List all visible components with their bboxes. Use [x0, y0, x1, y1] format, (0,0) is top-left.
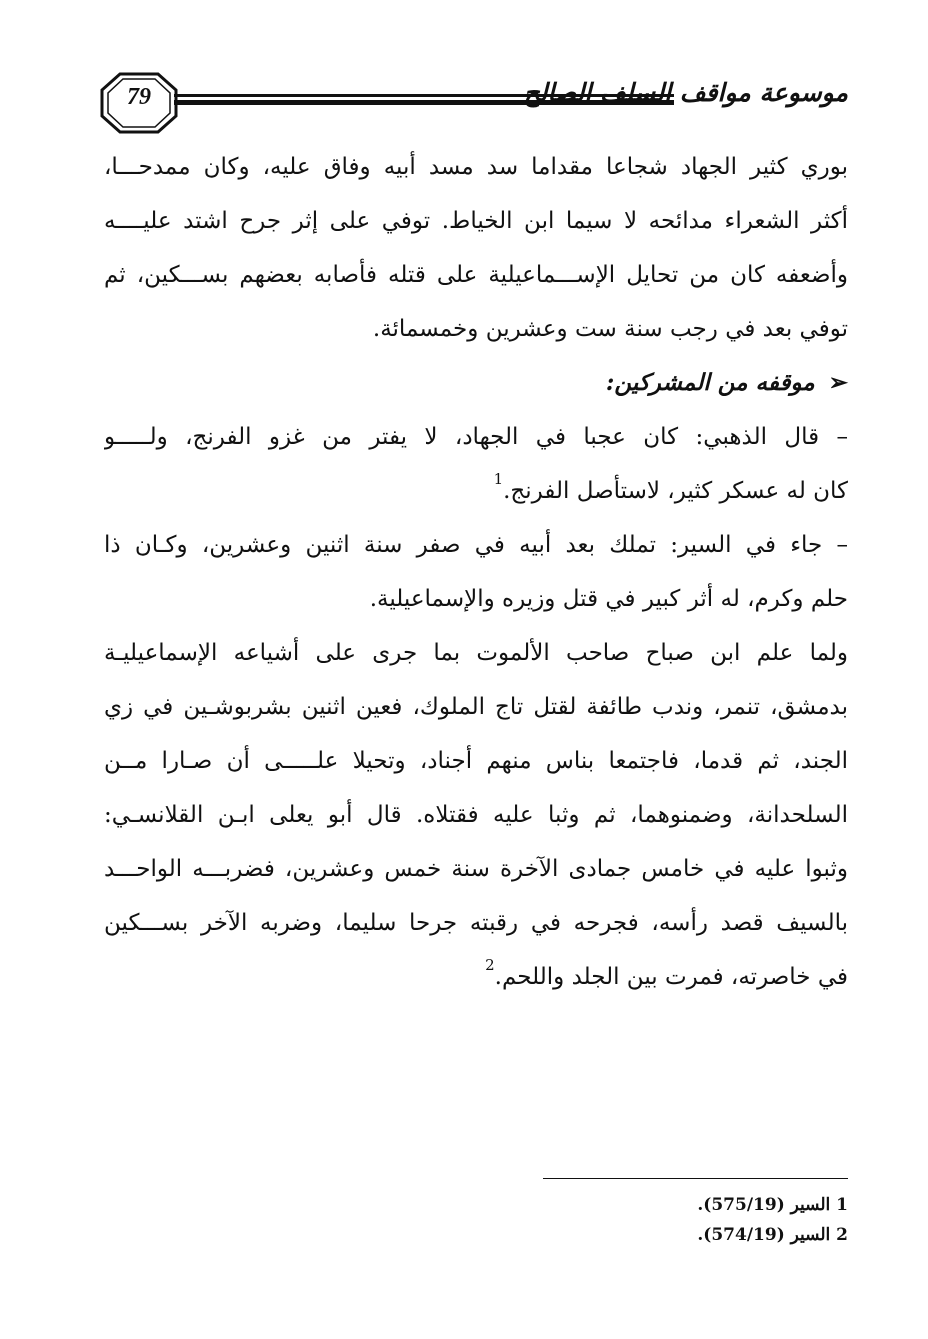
text-line: الجند، ثم قدما، فاجتمعا بناس منهم أجناد، وتحيلا علـــــى أن صـارا مــن — [104, 748, 848, 774]
text-line — [104, 950, 848, 1004]
text-line: بدمشق، تنمر، وندب طائفة لقتل تاج الملوك، فعين اثنين بشربوشـين في زي — [104, 694, 848, 720]
text-line: بوري كثير الجهاد شجاعا مقداما سد مسد أبيه وفاق عليه، وكان ممدحـــا، — [104, 154, 848, 180]
text-line: – جاء في السير: تملك بعد أبيه في صفر سنة اثنين وعشرين، وكـان ذا — [104, 532, 848, 558]
footnote-ref[interactable]: 2 — [485, 956, 495, 974]
footnote-item — [540, 1190, 848, 1220]
footnote-number: 2 — [836, 1225, 848, 1245]
footnote-item — [540, 1220, 848, 1250]
footnote-number: 1 — [836, 1195, 848, 1215]
main-text — [104, 140, 848, 1004]
book-title: موسوعة مواقف السلف الصالح — [523, 78, 848, 107]
text-line: وأضعفه كان من تحايل الإســـماعيلية على قتله فأصابه بعضهم بســـكين، ثم — [104, 262, 848, 288]
text-line: أكثر الشعراء مدائحه لا سيما ابن الخياط. توفي على إثر جرح اشتد عليــــه — [104, 208, 848, 234]
arrow-bullet-icon: ➢ — [828, 369, 848, 396]
page-number: 79 — [127, 84, 151, 110]
footnotes — [540, 1190, 848, 1250]
text-line — [104, 464, 848, 518]
text-line: حلم وكرم، له أثر كبير في قتل وزيره والإسماعيلية. — [369, 586, 848, 612]
section-heading-text: موقفه من المشركين: — [605, 369, 815, 396]
text-line: بالسيف قصد رأسه، فجرحه في رقبته جرحا سليما، وضربه الآخر بســـكين — [104, 910, 848, 936]
footnote-text: السير (575/19). — [697, 1195, 831, 1215]
footnote-separator — [543, 1178, 848, 1179]
page-header — [100, 72, 848, 134]
footnote-text: السير (574/19). — [697, 1225, 831, 1245]
text-line: – قال الذهبي: كان عجبا في الجهاد، لا يفتر من غزو الفرنج، ولـــــو — [104, 424, 848, 450]
text-line-content: في خاصرته، فمرت بين الجلد واللحم. — [494, 964, 848, 990]
text-line-content: كان له عسكر كثير، لاستأصل الفرنج. — [503, 478, 848, 504]
footnote-ref[interactable]: 1 — [493, 470, 504, 488]
text-line: توفي بعد في رجب سنة ست وعشرين وخمسمائة. — [372, 316, 848, 342]
section-heading — [104, 356, 848, 410]
text-line: ولما علم ابن صباح صاحب الألموت بما جرى على أشياعه الإسماعيليـة — [104, 640, 848, 666]
page-number-badge — [100, 72, 178, 134]
text-line: وثبوا عليه في خامس جمادى الآخرة سنة خمس وعشرين، فضربـــه الواحـــد — [104, 856, 848, 882]
text-line: السلحدانة، وضمنوهما، ثم وثبا عليه فقتلاه. قال أبو يعلى ابـن القلانسـي: — [104, 802, 848, 828]
